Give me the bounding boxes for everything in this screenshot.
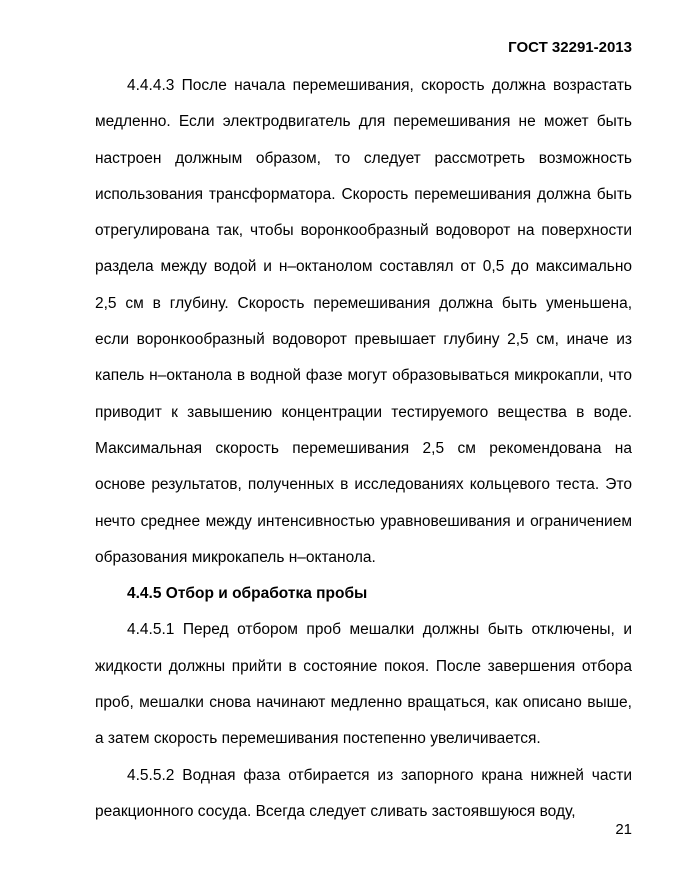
document-id-header: ГОСТ 32291-2013 [508,39,632,56]
paragraph-4-5-5-2: 4.5.5.2 Водная фаза отбирается из запорного крана нижней части реакционного сосуда. Всегда следует сливать застоявшуюся воду, [95,766,632,820]
document-body [95,68,632,830]
page-number: 21 [615,821,632,838]
section-heading-4-4-5: 4.4.5 Отбор и обработка пробы [127,585,368,603]
paragraph-4-4-4-3: 4.4.4.3 После начала перемешивания, скорость должна возрастать медленно. Если электродвигатель для перемешивания не может быть настроен должным образом, то следует рассмотреть возможность использования трансформатора. Скорость перемешивания должна быть отрегулирована так, чтобы воронкообразный водоворот на поверхности раздела между водой и н–октанолом составлял от 0,5 до максимально 2,5 см в глубину. Скорость перемешивания должна быть уменьшена, если воронкообразный водоворот превышает глубину 2,5 см, иначе из капель н–октанола в водной фазе могут образовываться микрокапли, что приводит к завышению концентрации тестируемого вещества в воде. Максимальная скорость перемешивания 2,5 см рекомендована на основе результатов, полученных в исследованиях кольцевого теста. Это нечто среднее между интенсивностью уравновешивания и ограничением образования микрокапель н–октанола. [95,77,632,566]
paragraph-4-4-5-1: 4.4.5.1 Перед отбором проб мешалки должны быть отключены, и жидкости должны прийти в состояние покоя. После завершения отбора проб, мешалки снова начинают медленно вращаться, как описано выше, а затем скорость перемешивания постепенно увеличивается. [95,621,632,748]
